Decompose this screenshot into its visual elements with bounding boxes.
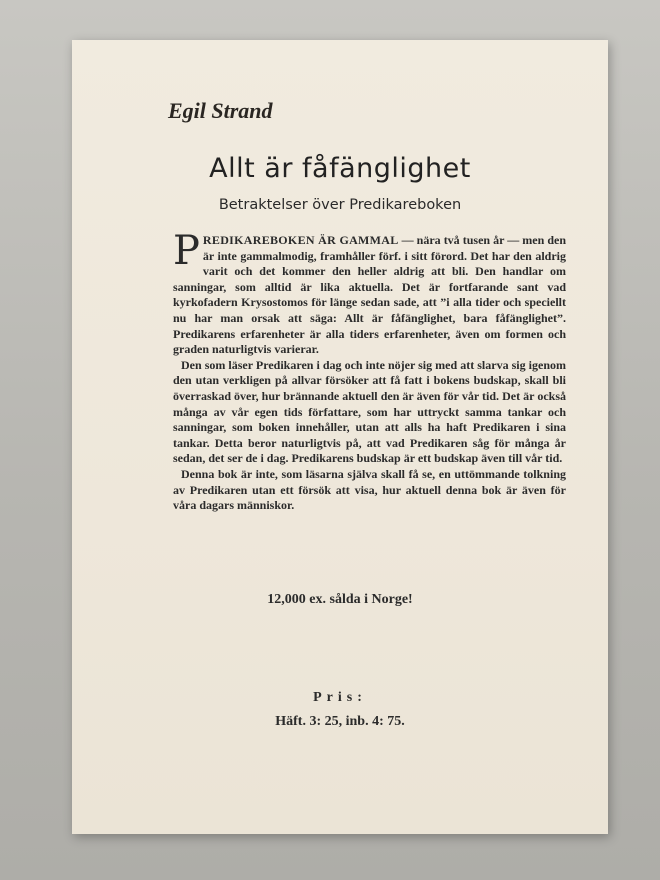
author-name: Egil Strand [168, 98, 273, 123]
price-value: Häft. 3: 25, inb. 4: 75. [275, 714, 405, 729]
blurb-paragraph-1 [173, 228, 566, 358]
sales-note: 12,000 ex. sålda i Norge! [267, 592, 413, 607]
blurb-text [173, 228, 566, 514]
blurb-lead: REDIKAREBOKEN ÄR GAMMAL [202, 233, 399, 247]
book-subtitle: Betraktelser över Predikareboken [218, 197, 462, 213]
drop-cap: P [173, 228, 200, 274]
blurb-paragraph-1-text: — nära två tusen år — men den är inte gammalmodig, framhåller förf. i sitt förord. Det har den aldrig varit och det kommer den heller aldrig att bli. Den handlar om sanningar, som alltid är lika aktuella. Det är fortfarande sant vad kyrkofadern Krysostomos för länge sedan sade, att ”i alla tider och speciellt nu har man orsak att säga: Allt är fåfänglighet, bara fåfänglighet”. Predikarens erfarenheter är alla tiders erfarenheter, även om formen och graden naturligtvis varierar. [173, 233, 566, 357]
book-back-cover [72, 40, 608, 834]
price-label: Pris: [313, 690, 367, 705]
book-title: Allt är fåfänglighet [209, 153, 471, 184]
blurb-paragraph-3: Denna bok är inte, som läsarna själva skall få se, en uttömmande tolkning av Predikaren utan ett försök att visa, hur aktuell denna bok är även för våra dagars människor. [173, 466, 566, 513]
blurb-paragraph-2: Den som läser Predikaren i dag och inte nöjer sig med att slarva sig igenom den utan verkligen på allvar försöker att få fatt i bokens budskap, skall bli överraskad över, hur brännande aktuell den är även för vår tid. Det är också många av vår egen tids författare, som har uttryckt samma tankar och sanningar, som boken innehåller, utan att alls ha haft Predikaren i sina tankar. Detta beror naturligtvis på, att vad Predikaren såg för många år sedan, det ser de i dag. Predikarens budskap är ett budskap även till vår tid. [173, 357, 566, 466]
